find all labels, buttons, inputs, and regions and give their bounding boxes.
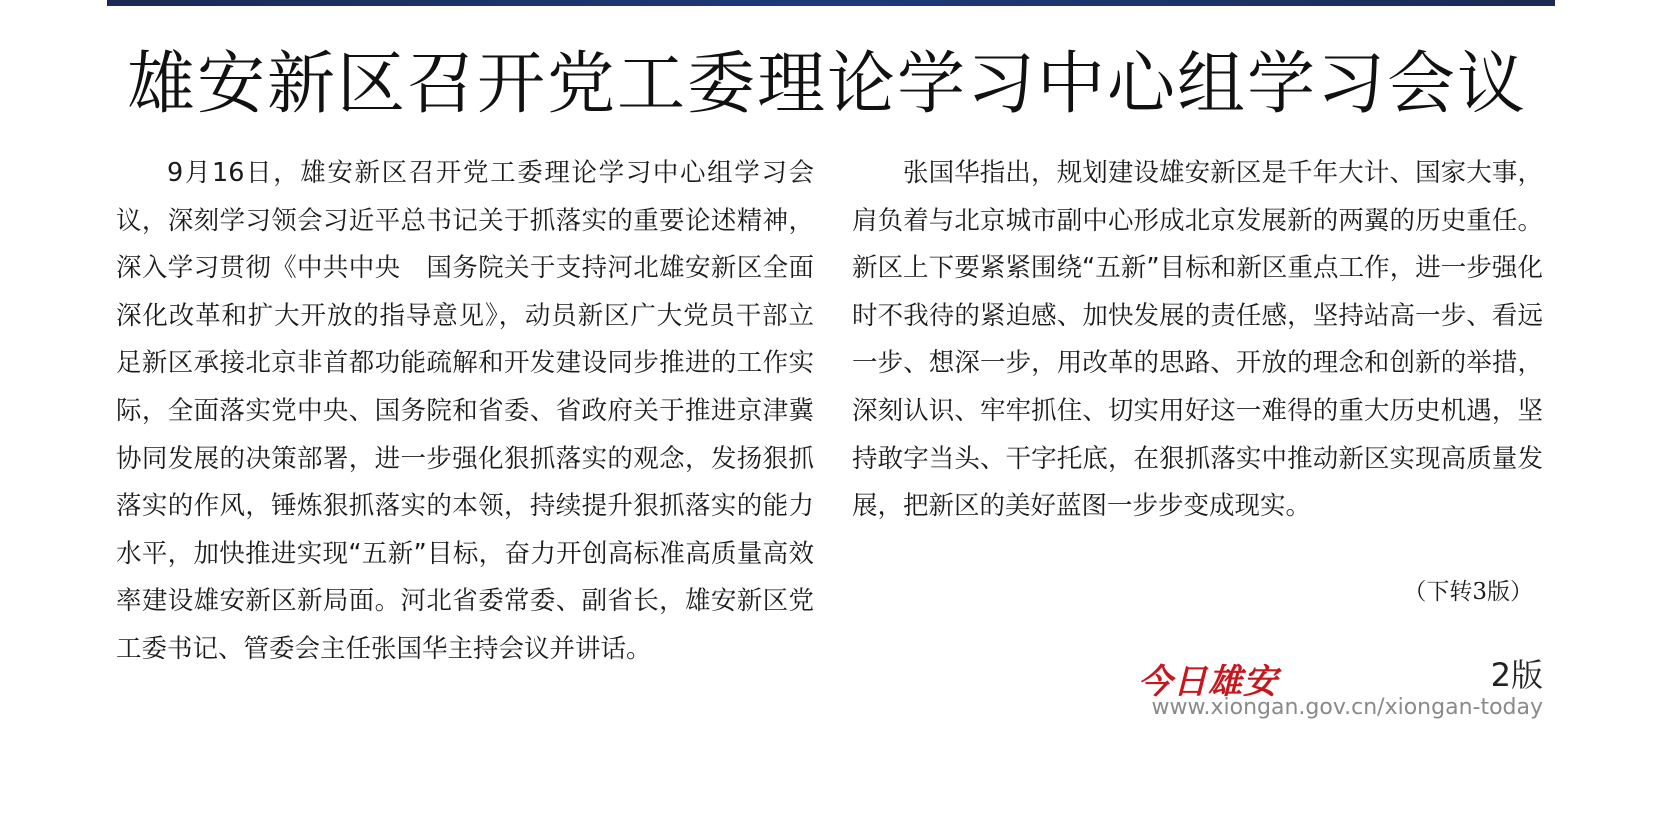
article-paragraph-2: 张国华指出，规划建设雄安新区是千年大计、国家大事，肩负着与北京城市副中心形成北京发展新的两翼的历史重任。新区上下要紧紧围绕“五新”目标和新区重点工作，进一步强化时不我待的紧迫感、加快发展的责任感，坚持站高一步、看远一步、想深一步，用改革的思路、开放的理念和创新的举措，深刻认识、牢牢抓住、切实用好这一难得的重大历史机遇，坚持敢字当头、干字托底，在狠抓落实中推动新区实现高质量发展，把新区的美好蓝图一步步变成现实。 [852, 158, 1543, 522]
top-rule [107, 0, 1555, 6]
website-url: www.xiongan.gov.cn/xiongan-today [1151, 695, 1543, 720]
newspaper-logo: 今日雄安 [1138, 662, 1278, 702]
page-number: 2版 [1490, 656, 1543, 694]
article-headline: 雄安新区召开党工委理论学习中心组学习会议 [126, 45, 1527, 124]
article-paragraph-1: 9月16日，雄安新区召开党工委理论学习中心组学习会议，深刻学习领会习近平总书记关于抓落实的重要论述精神，深入学习贯彻《中共中央 国务院关于支持河北雄安新区全面深化改革和扩大开放的指导意见》，动员新区广大党员干部立足新区承接北京非首都功能疏解和开发建设同步推进的工作实际，全面落实党中央、国务院和省委、省政府关于推进京津冀协同发展的决策部署，进一步强化狠抓落实的观念，发扬狠抓落实的作风，锤炼狠抓落实的本领，持续提升狠抓落实的能力水平，加快推进实现“五新”目标，奋力开创高标准高质量高效率建设雄安新区新局面。河北省委常委、副省长，雄安新区党工委书记、管委会主任张国华主持会议并讲话。 [116, 158, 814, 664]
continued-on-page-note: （下转3版） [1403, 579, 1533, 605]
